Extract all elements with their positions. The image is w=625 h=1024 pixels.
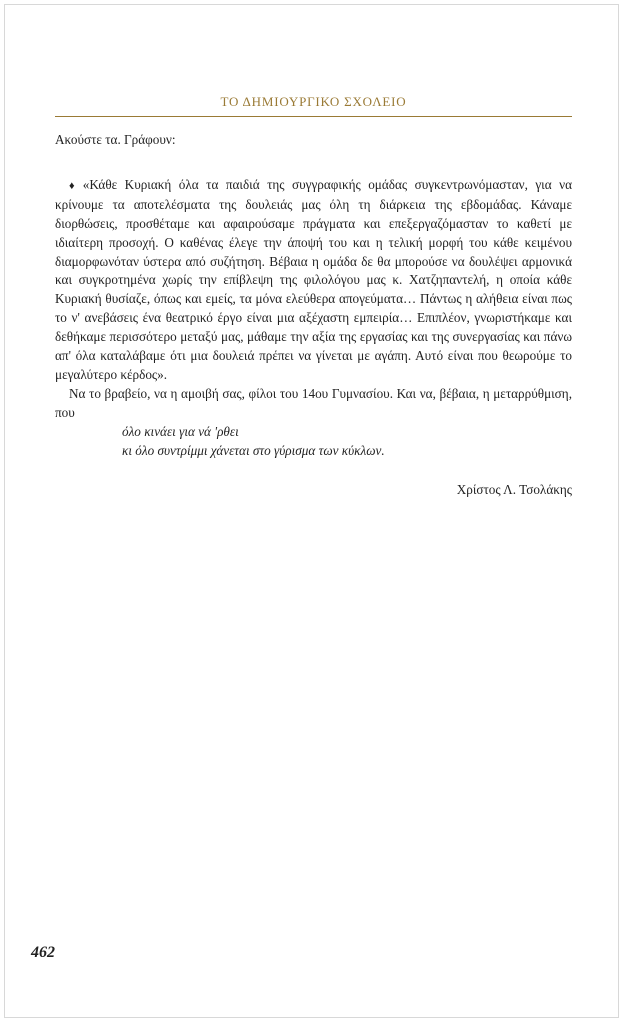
diamond-bullet-icon: ♦: [69, 179, 79, 192]
intro-line: Ακούστε τα. Γράφουν:: [55, 132, 176, 147]
closing-paragraph: Να το βραβείο, να η αμοιβή σας, φίλοι του 14ου Γυμνασίου. Και να, βέβαια, η μεταρρύθμιση, που: [55, 385, 572, 420]
running-header: ΤΟ ΔΗΜΙΟΥΡΓΙΚΟ ΣΧΟΛΕΙΟ: [220, 94, 407, 109]
header-rule: [55, 116, 572, 117]
quote-text: «Κάθε Κυριακή όλα τα παιδιά της συγγραφικής ομάδας συγκεντρωνόμασταν, για να κρίνουμε τα αποτελέσματα της δουλειάς μας όλη τη διάρκεια της εβδομάδας. Κάναμε διορθώσεις, προσθέταμε και αφαιρούσαμε πράγματα και επεξεργαζόμασταν το καθετί με ιδιαίτερη προσοχή. Ο καθένας έλεγε την άποψή του και η τελική μορφή του κάθε κειμένου διαμορφωνόταν ύστερα από συζήτηση. Βέβαια η ομάδα δε θα μπορούσε να δουλέψει αρμονικά και συγκροτημένα χωρίς την επίβλεψη της φιλολόγου μας κ. Χατζηπαντελή, η οποία κάθε Κυριακή θυσίαζε, όπως και εμείς, τα μόνα ελεύθερα απογεύματα… Πάντως η αλήθεια είναι πως το ν' ανεβάσεις ένα θεατρικό έργο είναι μια αξέχαστη εμπειρία… Επιπλέον, γνωριστήκαμε και δεθήκαμε περισσότερο μεταξύ μας, μάθαμε την αξία της εργασίας και της συνεργασίας και πάνω απ' όλα καταλάβαμε ότι μια δουλειά πρέπει να γίνεται με αγάπη. Αυτό είναι που θεωρούμε το μεγαλύτερο κέρδος».: [55, 176, 572, 382]
page-number: 462: [31, 944, 55, 961]
poem-line-2: κι όλο συντρίμμι χάνεται στο γύρισμα των κύκλων.: [122, 442, 385, 458]
author-signature: Χρίστος Λ. Τσολάκης: [456, 481, 572, 497]
page-content: [55, 131, 572, 499]
poem-quote: [122, 423, 572, 461]
quote-paragraph: [55, 176, 572, 385]
poem-line-1: όλο κινάει για νά 'ρθει: [122, 423, 239, 439]
